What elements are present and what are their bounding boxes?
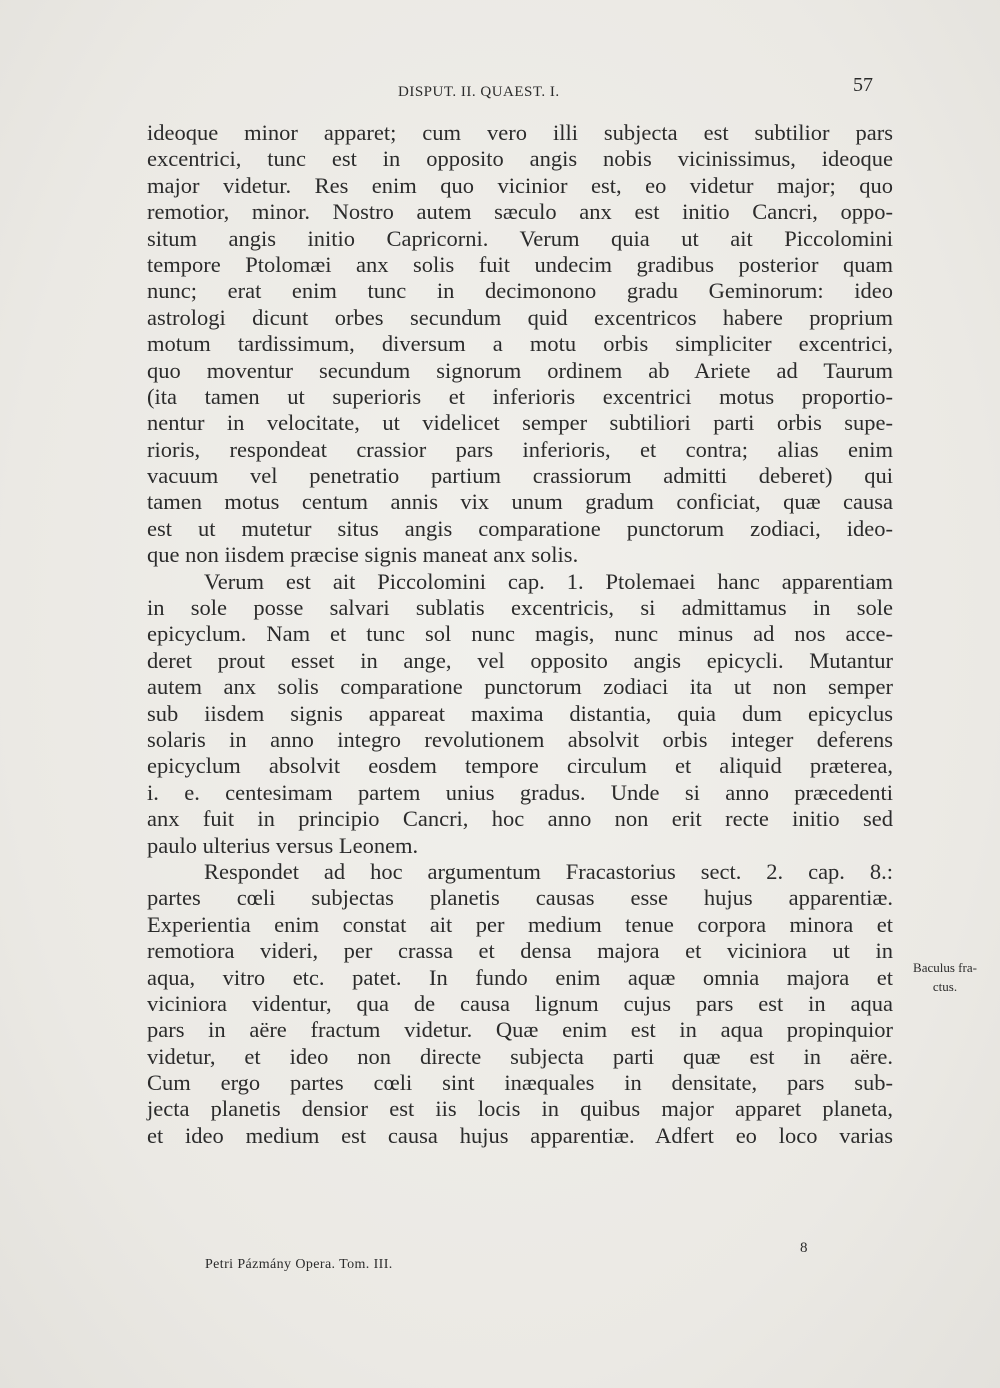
running-head: DISPUT. II. QUAEST. I. (398, 84, 560, 100)
text-line: rioris, respondeat crassior pars inferioris, et contra; alias enim (147, 436, 893, 462)
text-line: tamen motus centum annis vix unum gradum conficiat, quæ causa (147, 489, 893, 515)
text-line: partes cœli subjectas planetis causas esse hujus apparentiæ. (147, 885, 893, 911)
text-line: autem anx solis comparatione punctorum zodiaci ita ut non semper (147, 674, 893, 700)
text-line: aqua, vitro etc. patet. In fundo enim aquæ omnia majora et (147, 964, 893, 990)
text-line: et ideo medium est causa hujus apparentiæ. Adfert eo loco varias (147, 1122, 893, 1148)
text-line: que non iisdem præcise signis maneat anx solis. (147, 542, 579, 568)
text-line: tempore Ptolomæi anx solis fuit undecim gradibus posterior quam (147, 251, 893, 277)
text-line: Respondet ad hoc argumentum Fracastorius sect. 2. cap. 8.: (204, 858, 893, 884)
text-line: est ut mutetur situs angis comparatione punctorum zodiaci, ideo- (147, 515, 893, 541)
text-line: quo moventur secundum signorum ordinem ab Ariete ad Taurum (147, 357, 893, 383)
text-line: Verum est ait Piccolomini cap. 1. Ptolemaei hanc apparentiam (204, 568, 893, 594)
text-line: pars in aëre fractum videtur. Quæ enim est in aqua propinquior (147, 1017, 893, 1043)
text-line: situm angis initio Capricorni. Verum quia ut ait Piccolomini (147, 225, 893, 251)
text-line: motum tardissimum, diversum a motu orbis simpliciter excentrici, (147, 331, 893, 357)
page-number: 57 (853, 74, 873, 96)
footer-title: Petri Pázmány Opera. Tom. III. (205, 1257, 393, 1272)
text-line: in sole posse salvari sublatis excentricis, si admittamus in sole (147, 595, 893, 621)
text-line: nentur in velocitate, ut videlicet semper subtiliori parti orbis supe- (147, 410, 893, 436)
text-line: Cum ergo partes cœli sint inæquales in densitate, pars sub- (147, 1070, 893, 1096)
text-line: jecta planetis densior est iis locis in quibus major apparet planeta, (147, 1096, 893, 1122)
text-line: epicyclum. Nam et tunc sol nunc magis, nunc minus ad nos acce- (147, 621, 893, 647)
marginal-note-line: ctus. (932, 979, 958, 994)
text-line: anx fuit in principio Cancri, hoc anno non erit recte initio sed (147, 806, 893, 832)
text-line: remotiora videri, per crassa et densa majora et viciniora ut in (147, 938, 893, 964)
text-line: excentrici, tunc est in opposito angis nobis vicinissimus, ideoque (147, 146, 893, 172)
text-line: solaris in anno integro revolutionem absolvit orbis integer deferens (147, 726, 893, 752)
text-line: videtur, et ideo non directe subjecta parti quæ est in aëre. (147, 1043, 893, 1069)
marginal-note-line: Baculus fra- (913, 960, 977, 975)
text-line: sub iisdem signis appareat maxima distantia, quia dum epicyclus (147, 700, 893, 726)
text-line: remotior, minor. Nostro autem sæculo anx est initio Cancri, oppo- (147, 199, 893, 225)
body-text (147, 120, 893, 1149)
text-line: astrologi dicunt orbes secundum quid excentricos habere proprium (147, 304, 893, 330)
text-line: ideoque minor apparet; cum vero illi subjecta est subtilior pars (147, 120, 893, 145)
text-line: paulo ulterius versus Leonem. (147, 832, 419, 858)
text-line: i. e. centesimam partem unius gradus. Unde si anno præcedenti (147, 779, 893, 805)
text-line: nunc; erat enim tunc in decimonono gradu Geminorum: ideo (147, 278, 893, 304)
text-line: epicyclum absolvit eosdem tempore circulum et aliquid prætereа, (147, 753, 893, 779)
text-line: major videtur. Res enim quo vicinior est, eo videtur major; quo (147, 172, 893, 198)
text-line: viciniora videntur, qua de causa lignum cujus pars est in aqua (147, 990, 893, 1016)
text-line: deret prout esset in ange, vel opposito angis epicycli. Mutantur (147, 647, 893, 673)
text-line: (ita tamen ut superioris et inferioris excentrici motus proportio- (147, 383, 893, 409)
text-line: vacuum vel penetratio partium crassiorum admitti deberet) qui (147, 463, 893, 489)
marginal-note (900, 958, 990, 996)
text-line: Experientia enim constat ait per medium tenue corpora minora et (147, 911, 893, 937)
signature-mark: 8 (800, 1240, 808, 1256)
